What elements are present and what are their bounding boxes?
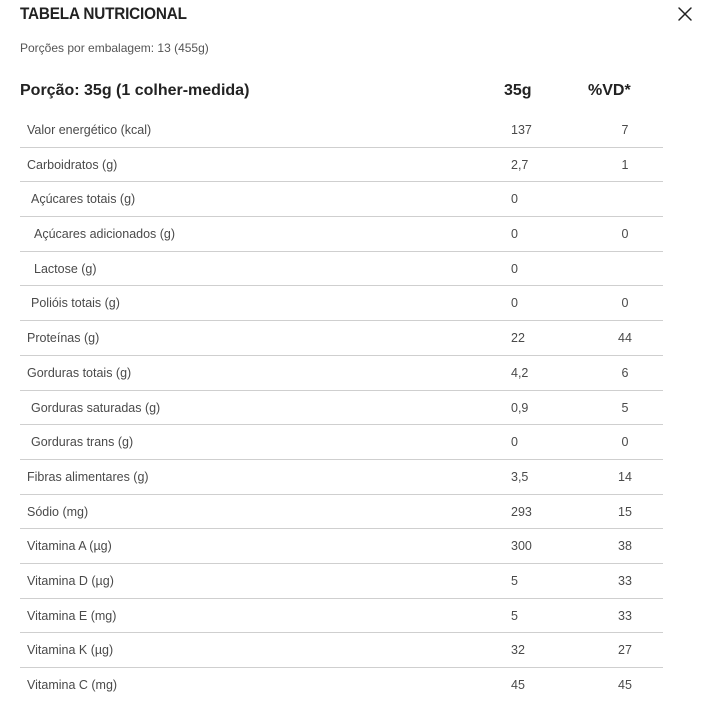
- table-row: [20, 599, 663, 634]
- table-header: [20, 82, 663, 104]
- nutrient-daily-value: 15: [618, 504, 632, 519]
- table-row: [20, 113, 663, 148]
- nutrient-name: Valor energético (kcal): [27, 123, 152, 137]
- table-row: [20, 529, 663, 564]
- nutrient-amount: 5: [511, 573, 518, 588]
- table-row: [20, 495, 663, 530]
- nutrient-daily-value: 6: [621, 365, 629, 380]
- nutrient-name: Gorduras saturadas (g): [31, 400, 161, 415]
- table-row: [20, 633, 663, 668]
- nutrient-amount: 0: [511, 261, 518, 276]
- close-icon: [676, 5, 694, 23]
- table-row: [20, 286, 663, 321]
- nutrient-name: Sódio (mg): [27, 504, 89, 519]
- nutrient-amount: 2,7: [511, 157, 529, 172]
- nutrient-name: Açúcares totais (g): [31, 192, 136, 207]
- nutrient-name: Fibras alimentares (g): [27, 469, 149, 484]
- nutrient-name: Vitamina K (µg): [27, 643, 114, 658]
- nutrient-daily-value: 1: [621, 157, 629, 172]
- nutrient-amount: 5: [511, 608, 518, 623]
- nutrient-name: Gorduras totais (g): [27, 365, 132, 380]
- nutrient-amount: 4,2: [511, 365, 529, 380]
- table-row: [20, 217, 663, 252]
- daily-value-header: %VD*: [588, 82, 631, 99]
- nutrient-amount: 0: [511, 227, 518, 242]
- nutrient-daily-value: 0: [621, 296, 629, 311]
- nutrient-name: Lactose (g): [34, 261, 97, 276]
- servings-per-package: Porções por embalagem: 13 (455g): [20, 41, 209, 55]
- nutrient-name: Vitamina A (µg): [27, 539, 112, 554]
- nutrient-name: Vitamina D (µg): [27, 573, 114, 588]
- nutrient-amount: 3,5: [511, 469, 529, 484]
- nutrient-name: Açúcares adicionados (g): [34, 227, 176, 242]
- nutrient-amount: 293: [511, 504, 532, 519]
- nutrient-daily-value: 0: [621, 435, 629, 450]
- table-row: [20, 356, 663, 391]
- nutrient-name: Vitamina E (mg): [27, 608, 117, 623]
- table-row: [20, 668, 663, 703]
- nutrient-daily-value: 33: [618, 608, 632, 623]
- dialog-title: TABELA NUTRICIONAL: [20, 4, 187, 23]
- nutrient-daily-value: 38: [618, 539, 632, 554]
- nutrient-name: Gorduras trans (g): [31, 435, 134, 450]
- table-row: [20, 182, 663, 217]
- nutrient-daily-value: 7: [621, 123, 629, 137]
- nutrient-name: Vitamina C (mg): [27, 678, 118, 692]
- nutrient-amount: 300: [511, 539, 532, 554]
- table-row: [20, 425, 663, 460]
- nutrient-amount: 32: [511, 643, 525, 658]
- table-row: [20, 460, 663, 495]
- nutrient-daily-value: 44: [618, 331, 632, 346]
- nutrient-daily-value: 33: [618, 573, 632, 588]
- nutrient-amount: 0,9: [511, 400, 529, 415]
- nutrient-daily-value: 14: [618, 469, 632, 484]
- nutrient-daily-value: 5: [621, 400, 629, 415]
- nutrient-amount: 0: [511, 296, 518, 311]
- portion-header: Porção: 35g (1 colher-medida): [20, 82, 250, 99]
- nutrient-daily-value: 45: [618, 678, 632, 692]
- nutrition-table: [20, 113, 663, 703]
- nutrient-name: Polióis totais (g): [31, 296, 120, 311]
- close-button[interactable]: [676, 5, 694, 23]
- table-row: [20, 391, 663, 426]
- nutrient-amount: 22: [511, 331, 525, 346]
- nutrient-amount: 0: [511, 435, 518, 450]
- nutrient-daily-value: 0: [621, 227, 629, 242]
- nutrient-amount: 45: [511, 678, 525, 692]
- amount-header: 35g: [504, 82, 532, 99]
- table-row: [20, 321, 663, 356]
- table-row: [20, 148, 663, 183]
- table-row: [20, 252, 663, 287]
- nutrient-daily-value: 27: [618, 643, 632, 658]
- nutrient-amount: 0: [511, 192, 518, 207]
- nutrient-name: Proteínas (g): [27, 331, 100, 346]
- nutrient-amount: 137: [511, 123, 532, 137]
- table-row: [20, 564, 663, 599]
- nutrient-name: Carboidratos (g): [27, 157, 118, 172]
